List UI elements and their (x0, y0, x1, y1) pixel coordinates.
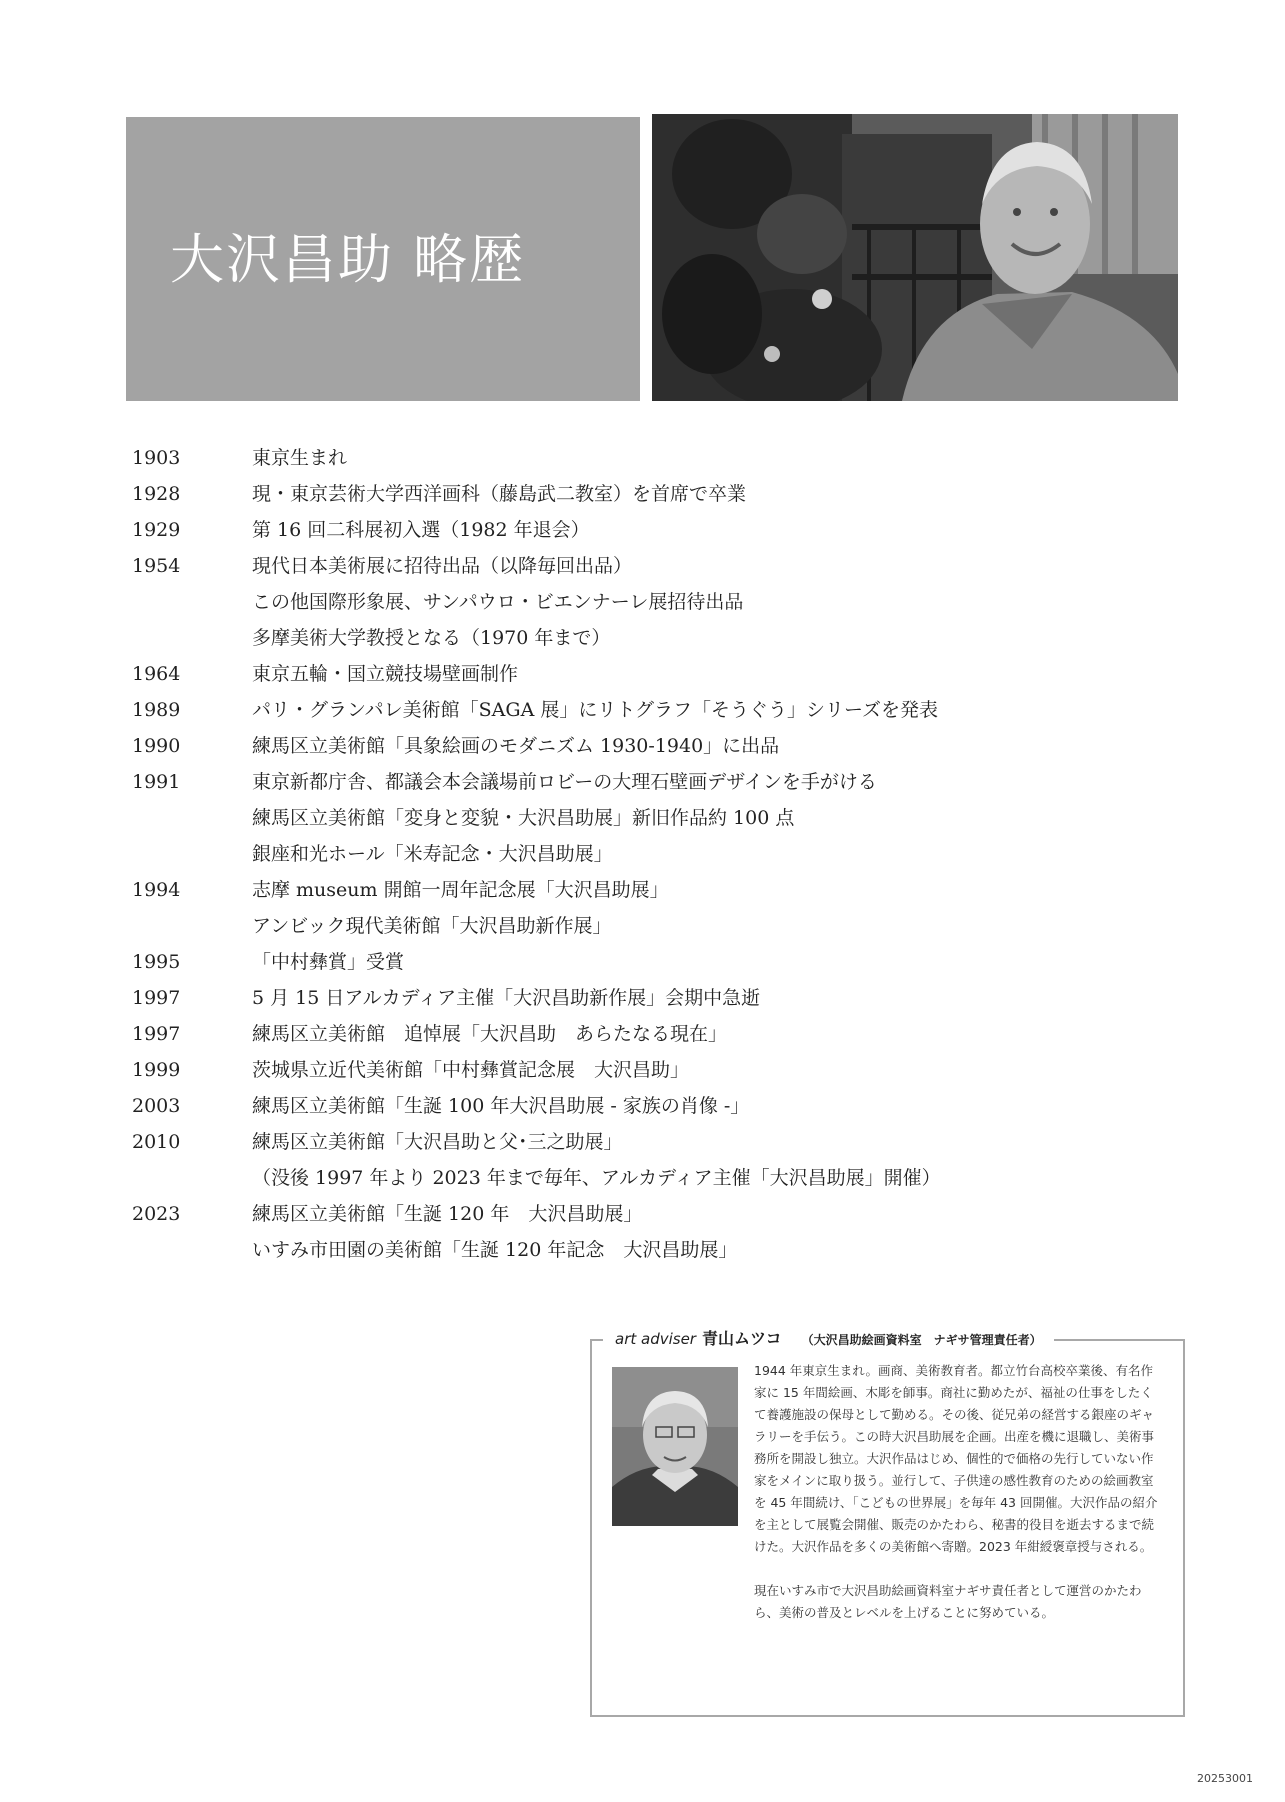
page-title: 大沢昌助 略歴 (170, 228, 526, 291)
timeline-row (132, 1160, 1132, 1196)
timeline-row (132, 584, 1132, 620)
timeline-row (132, 1124, 1132, 1160)
adviser-header (603, 1326, 1054, 1353)
timeline-row (132, 980, 1132, 1016)
portrait-photo (652, 114, 1178, 401)
timeline-event: パリ・グランパレ美術館「SAGA 展」にリトグラフ「そうぐう」シリーズを発表 (252, 699, 939, 721)
timeline-year: 1995 (132, 951, 181, 973)
timeline-row (132, 1052, 1132, 1088)
timeline-year: 1954 (132, 555, 181, 577)
biography-timeline (132, 440, 1132, 1268)
timeline-row (132, 1196, 1132, 1232)
timeline-year: 1929 (132, 519, 181, 541)
adviser-name: 青山ムツコ (701, 1329, 782, 1348)
timeline-row (132, 1088, 1132, 1124)
timeline-row (132, 944, 1132, 980)
bio-paragraph: 現在いすみ市で大沢昌助絵画資料室ナギサ責任者として運営のかたわら、美術の普及とレベルを上げることに努めている。 (754, 1583, 1142, 1620)
timeline-row (132, 908, 1132, 944)
bio-paragraph: 1944 年東京生まれ。画商、美術教育者。都立竹台高校卒業後、有名作家に 15 年間絵画、木彫を師事。商社に勤めたが、福祉の仕事をしたくて養護施設の保母として勤める。その後、従兄弟の経営する銀座のギャラリーを手伝う。この時大沢昌助展を企画。出産を機に退職し、美術事務所を開設し独立。大沢作品はじめ、個性的で価格の先行していない作家をメインに取り扱う。並行して、子供達の感性教育のための絵画教室を 45 年間続け、「こどもの世界展」を毎年 43 回開催。大沢作品の紹介を主として展覧会開催、販売のかたわら、秘書的役目を逝去するまで続けた。大沢作品を多くの美術館へ寄贈。2023 年紺綬褒章授与される。 (754, 1363, 1158, 1554)
adviser-role: art adviser (615, 1330, 696, 1348)
title-block (126, 117, 640, 401)
timeline-event: 練馬区立美術館「大沢昌助と父･三之助展」 (252, 1131, 623, 1153)
timeline-event: 練馬区立美術館「変身と変貌・大沢昌助展」新旧作品約 100 点 (252, 807, 795, 829)
timeline-event: アンビック現代美術館「大沢昌助新作展」 (252, 915, 612, 937)
timeline-row (132, 476, 1132, 512)
timeline-row (132, 512, 1132, 548)
timeline-row (132, 728, 1132, 764)
adviser-bio (754, 1360, 1164, 1624)
timeline-year: 2003 (132, 1095, 181, 1117)
timeline-year: 1997 (132, 1023, 181, 1045)
timeline-year: 1989 (132, 699, 181, 721)
timeline-event: 東京生まれ (252, 447, 348, 469)
timeline-event: この他国際形象展、サンパウロ・ビエンナーレ展招待出品 (252, 591, 744, 613)
timeline-year: 1991 (132, 771, 181, 793)
timeline-year: 1964 (132, 663, 181, 685)
timeline-row (132, 692, 1132, 728)
timeline-event: 多摩美術大学教授となる（1970 年まで） (252, 627, 611, 649)
timeline-row (132, 1232, 1132, 1268)
timeline-row (132, 620, 1132, 656)
timeline-event: いすみ市田園の美術館「生誕 120 年記念 大沢昌助展」 (252, 1239, 738, 1261)
timeline-year: 1997 (132, 987, 181, 1009)
timeline-row (132, 656, 1132, 692)
timeline-event: 練馬区立美術館「生誕 100 年大沢昌助展 - 家族の肖像 -」 (252, 1095, 750, 1117)
timeline-event: 志摩 museum 開館一周年記念展「大沢昌助展」 (252, 879, 669, 901)
timeline-event: 現・東京芸術大学西洋画科（藤島武二教室）を首席で卒業 (252, 483, 747, 505)
timeline-year: 2023 (132, 1203, 181, 1225)
timeline-event: 銀座和光ホール「米寿記念・大沢昌助展」 (252, 843, 613, 865)
timeline-year: 1994 (132, 879, 181, 901)
timeline-event: 「中村彝賞」受賞 (252, 951, 405, 973)
timeline-row (132, 440, 1132, 476)
timeline-year: 1990 (132, 735, 181, 757)
adviser-photo (612, 1367, 738, 1526)
timeline-year: 1999 (132, 1059, 181, 1081)
timeline-year: 2010 (132, 1131, 181, 1153)
timeline-event: 第 16 回二科展初入選（1982 年退会） (252, 519, 590, 541)
timeline-event: 東京新都庁舎、都議会本会議場前ロビーの大理石壁画デザインを手がける (252, 771, 877, 793)
timeline-year: 1928 (132, 483, 181, 505)
timeline-row (132, 764, 1132, 800)
timeline-row (132, 800, 1132, 836)
document-code: 20253001 (1197, 1772, 1253, 1785)
timeline-row (132, 1016, 1132, 1052)
timeline-event: 5 月 15 日アルカディア主催「大沢昌助新作展」会期中急逝 (252, 987, 761, 1009)
timeline-event: 練馬区立美術館「生誕 120 年 大沢昌助展」 (252, 1203, 643, 1225)
timeline-event: （没後 1997 年より 2023 年まで毎年、アルカディア主催「大沢昌助展」開催） (252, 1167, 941, 1189)
timeline-event: 練馬区立美術館 追悼展「大沢昌助 あらたなる現在」 (252, 1023, 728, 1045)
timeline-row (132, 836, 1132, 872)
timeline-row (132, 548, 1132, 584)
timeline-row (132, 872, 1132, 908)
timeline-event: 練馬区立美術館「具象絵画のモダニズム 1930-1940」に出品 (252, 735, 780, 757)
timeline-event: 現代日本美術展に招待出品（以降毎回出品） (252, 555, 633, 577)
timeline-year: 1903 (132, 447, 181, 469)
timeline-event: 茨城県立近代美術館「中村彝賞記念展 大沢昌助」 (252, 1059, 690, 1081)
adviser-title: （大沢昌助絵画資料室 ナギサ管理責任者） (801, 1333, 1042, 1347)
timeline-event: 東京五輪・国立競技場壁画制作 (252, 663, 519, 685)
